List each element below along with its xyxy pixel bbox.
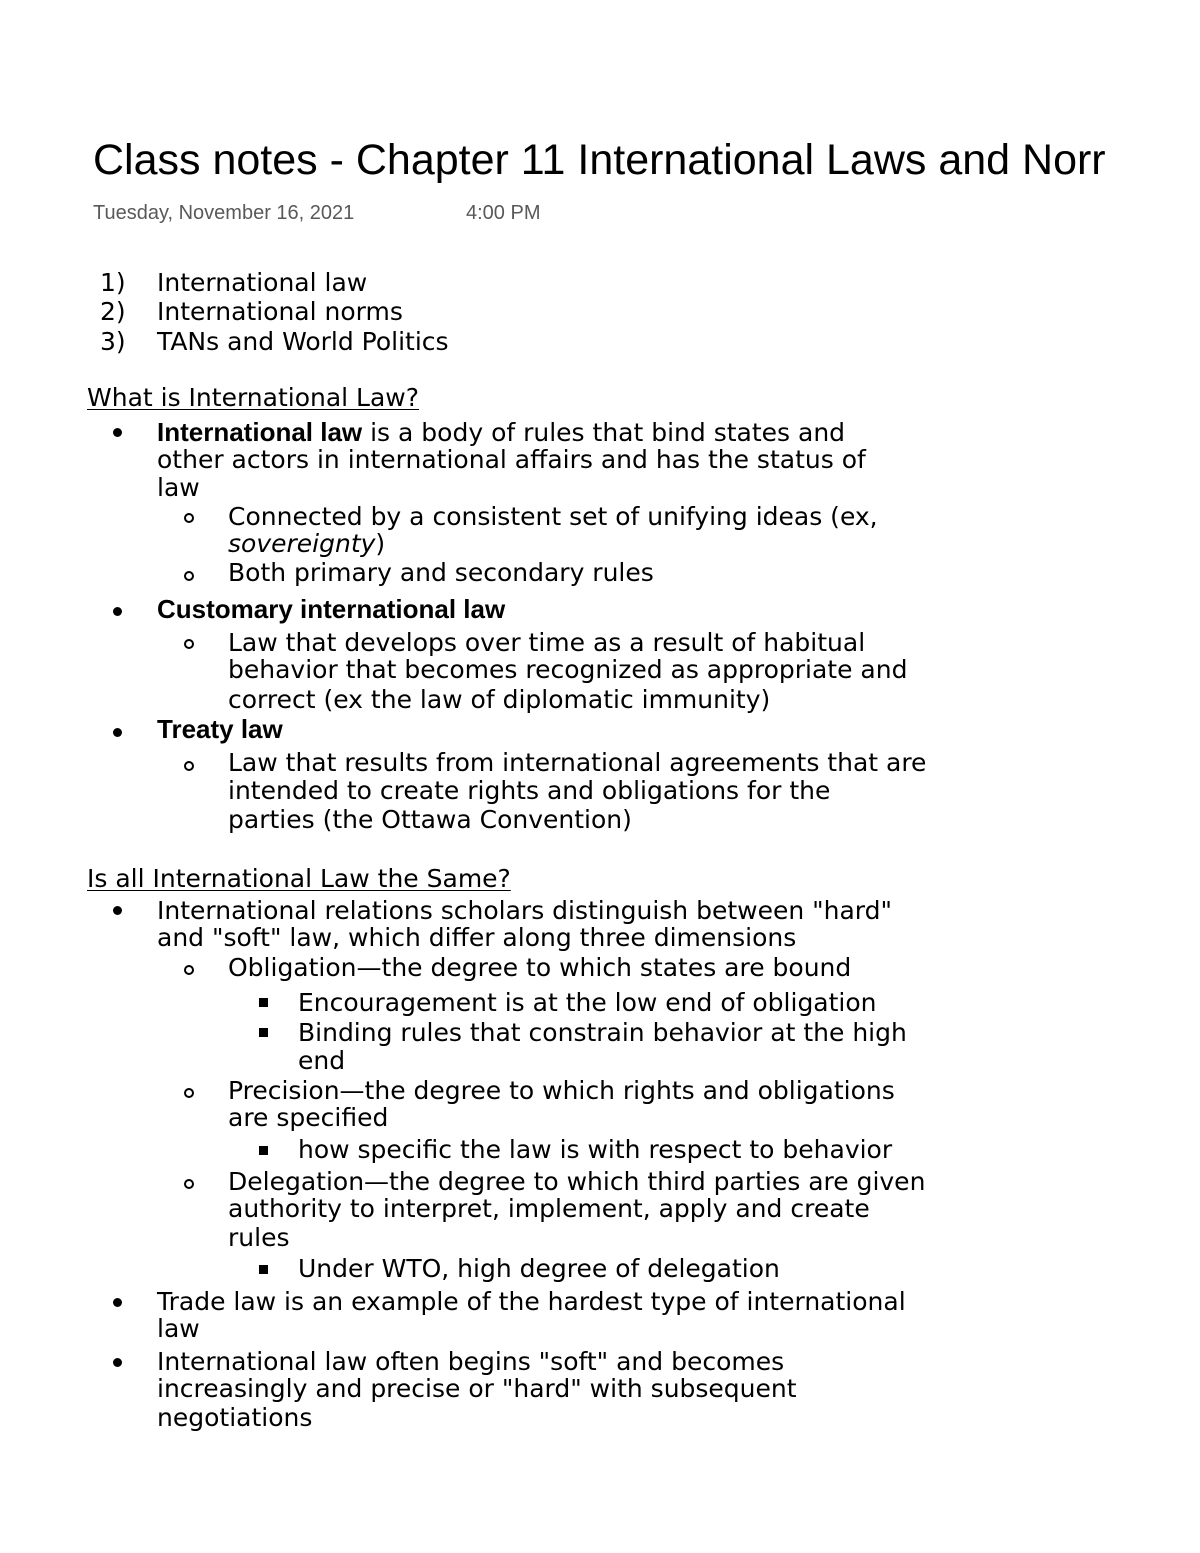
bullet-circle (184, 639, 194, 649)
sub-sub-item: Binding rules that constrain behavior at the high (298, 1018, 907, 1047)
outline-item: International norms (157, 297, 403, 326)
bullet-disc (113, 728, 122, 737)
bullet-circle (184, 965, 194, 975)
section-heading: Is all International Law the Same? (87, 864, 511, 893)
sub-item: Obligation—the degree to which states are bound (228, 953, 852, 982)
sub-item: are specified (228, 1103, 389, 1132)
sub-item: Law that results from international agreements that are (228, 748, 927, 777)
outline-number: 3) (100, 327, 126, 356)
bullet-circle (184, 571, 194, 581)
list-item: International relations scholars distinguish between "hard" (157, 896, 892, 925)
list-item: International law often begins "soft" and becomes (157, 1347, 785, 1376)
bullet-disc (113, 428, 122, 437)
sub-sub-item: how specific the law is with respect to behavior (298, 1135, 893, 1164)
sub-item: intended to create rights and obligations for the (228, 776, 831, 805)
term-customary-law: Customary international law (157, 594, 506, 624)
bullet-circle (184, 1088, 194, 1098)
list-item: Trade law is an example of the hardest type of international (157, 1287, 906, 1316)
definition-line (157, 418, 845, 447)
list-item: negotiations (157, 1403, 313, 1432)
outline-item: International law (157, 268, 368, 297)
term-sovereignty: sovereignty (228, 529, 376, 558)
sub-sub-item: end (298, 1046, 346, 1075)
sub-item: correct (ex the law of diplomatic immunity) (228, 685, 771, 714)
bullet-square (259, 1028, 268, 1037)
sub-item-text: ) (375, 529, 386, 558)
list-item: and "soft" law, which differ along three dimensions (157, 923, 797, 952)
bullet-circle (184, 761, 194, 771)
bullet-square (259, 1146, 268, 1155)
page-title: Class notes - Chapter 11 International Laws and Norr (93, 136, 1106, 184)
sub-item: rules (228, 1223, 290, 1252)
sub-item: parties (the Ottawa Convention) (228, 805, 632, 834)
note-date: Tuesday, November 16, 2021 (93, 202, 355, 224)
outline-number: 1) (100, 268, 126, 297)
sub-item: Law that develops over time as a result of habitual (228, 628, 866, 657)
bullet-circle (184, 513, 194, 523)
definition-line: law (157, 473, 200, 502)
bullet-disc (113, 1358, 122, 1367)
definition-line: other actors in international affairs and has the status of (157, 445, 866, 474)
sub-sub-item: Under WTO, high degree of delegation (298, 1254, 780, 1283)
sub-item: Both primary and secondary rules (228, 558, 654, 587)
bullet-disc (113, 607, 122, 616)
note-time: 4:00 PM (466, 202, 541, 224)
bullet-disc (113, 906, 122, 915)
definition-text: is a body of rules that bind states and (362, 418, 846, 447)
list-item: increasingly and precise or "hard" with subsequent (157, 1374, 797, 1403)
bullet-disc (113, 1298, 122, 1307)
bullet-square (259, 998, 268, 1007)
sub-item: Delegation—the degree to which third parties are given (228, 1167, 926, 1196)
sub-item: Precision—the degree to which rights and obligations (228, 1076, 895, 1105)
term-international-law: International law (157, 417, 363, 447)
sub-item: Connected by a consistent set of unifying ideas (ex, (228, 502, 878, 531)
bullet-square (259, 1265, 268, 1274)
sub-sub-item: Encouragement is at the low end of obligation (298, 988, 877, 1017)
outline-item: TANs and World Politics (157, 327, 449, 356)
sub-item: behavior that becomes recognized as appropriate and (228, 655, 908, 684)
section-heading: What is International Law? (87, 383, 420, 412)
bullet-circle (184, 1179, 194, 1189)
sub-item: authority to interpret, implement, apply and create (228, 1194, 870, 1223)
list-item: law (157, 1314, 200, 1343)
outline-number: 2) (100, 297, 126, 326)
sub-item (228, 529, 385, 558)
term-treaty-law: Treaty law (157, 714, 283, 744)
